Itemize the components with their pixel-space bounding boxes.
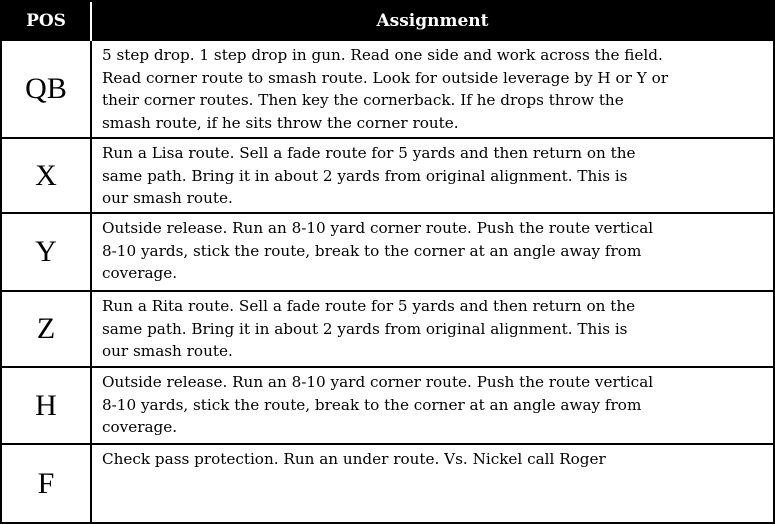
assignment-cell: Check pass protection. Run an under route. Vs. Nickel call Roger <box>91 444 773 523</box>
table-row <box>2 138 773 213</box>
pos-column-header: POS <box>2 2 91 40</box>
assignment-cell: Outside release. Run an 8-10 yard corner route. Push the route vertical 8-10 yards, stick the route, break to the corner at an angle away from coverage. <box>91 367 773 444</box>
table-row <box>2 367 773 444</box>
assignment-cell: Run a Rita route. Sell a fade route for 5 yards and then return on the same path. Bring it in about 2 yards from original alignment. This is our smash route. <box>91 291 773 367</box>
assignment-column-header: Assignment <box>91 2 773 40</box>
assignment-table <box>2 2 773 523</box>
position-cell: X <box>2 138 91 213</box>
table-row <box>2 291 773 367</box>
position-cell: QB <box>2 40 91 138</box>
position-cell: Z <box>2 291 91 367</box>
header-row <box>2 2 773 40</box>
assignment-cell: Outside release. Run an 8-10 yard corner route. Push the route vertical 8-10 yards, stick the route, break to the corner at an angle away from coverage. <box>91 213 773 291</box>
table-row <box>2 444 773 523</box>
position-cell: H <box>2 367 91 444</box>
table-row <box>2 40 773 138</box>
assignment-cell: 5 step drop. 1 step drop in gun. Read one side and work across the field. Read corner route to smash route. Look for outside leverage by H or Y or their corner routes. Then key the cornerback. If he drops throw the smash route, if he sits throw the corner route. <box>91 40 773 138</box>
position-cell: F <box>2 444 91 523</box>
position-cell: Y <box>2 213 91 291</box>
assignment-cell: Run a Lisa route. Sell a fade route for 5 yards and then return on the same path. Bring it in about 2 yards from original alignment. This is our smash route. <box>91 138 773 213</box>
table-row <box>2 213 773 291</box>
